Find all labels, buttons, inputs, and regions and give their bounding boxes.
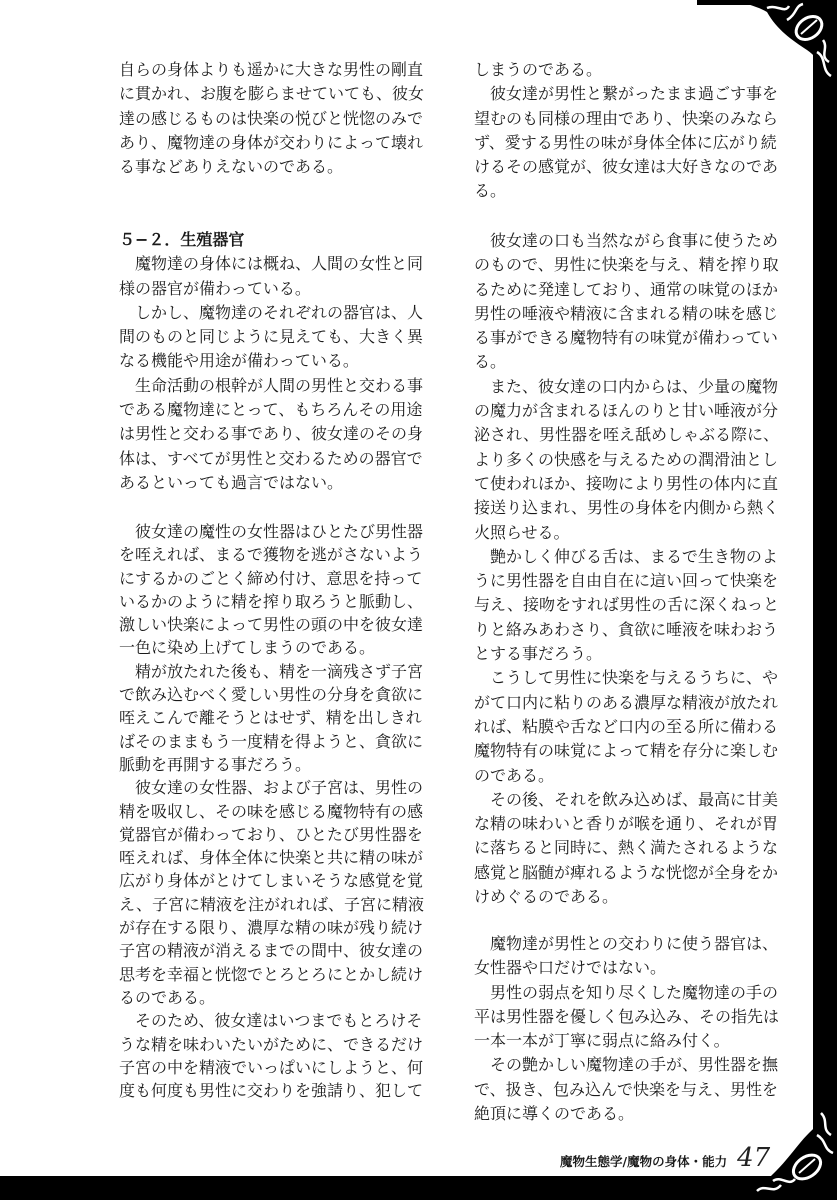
text-line: 体は、すべてが男性と交わるための器官で [119,448,423,468]
paragraph [119,58,429,179]
left-column-lower-text [119,520,429,1102]
text-line: 覚器官が備わっており、ひとたび男性器を [119,824,423,844]
right-column-bottom-text [474,932,784,1126]
text-line: がて口内に粘りのある濃厚な精液が放たれ [474,692,779,712]
text-line: を咥えれば、まるで獲物を逃がさないよう [119,545,423,565]
text-line: その後、それを飲み込めば、最高に甘美 [474,789,779,809]
text-line: 女性器や口だけではない。 [474,958,667,978]
paragraph [119,374,429,495]
paragraph [119,660,429,776]
text-line: そのため、彼女達はいつまでもとろけそ [119,1011,423,1031]
bottom-border-band [0,1176,837,1200]
text-line: 一本一本が丁寧に弱点に絡み付く。 [474,1031,730,1051]
paragraph [474,1053,784,1126]
text-line: 精が放たれた後も、精を一滴残さず子宮 [119,661,424,681]
text-line: 平は男性器を優しく包み込み、その指先は [474,1006,779,1026]
paragraph [474,545,784,666]
text-line: より多くの快感を与えるための潤滑油とし [474,449,779,469]
text-line: しまうのである。 [474,60,603,79]
text-line: のである。 [474,765,555,785]
text-line: なる機能や用途が備わっている。 [119,351,359,371]
left-column-section [119,228,429,495]
text-line: 魔物達の身体には概ね、人間の女性と同 [119,254,424,274]
text-line: 子宮の精液が消えるまでの間中、彼女達の [119,941,424,961]
text-line: るために発達しており、通常の味覚のほか [474,279,779,299]
text-line: 間のものと同じように見えても、大きく異 [119,327,424,347]
paragraph [474,375,784,545]
text-line: 咥えれば、身体全体に快楽と共に精の味が [119,848,424,868]
text-line: 度も何度も男性に交わりを強請り、犯して [119,1081,424,1101]
text-line: にするかのごとく締め付け、意思を持って [119,568,423,588]
text-line: 魔物特有の味覚によって精を存分に楽しむ [474,741,779,761]
text-line: な精の味わいと香りが喉を通り、それが胃 [474,814,779,834]
section-body [119,252,429,495]
text-line: 彼女達が男性と繋がったまま過ごす事を [474,84,779,104]
paragraph [474,932,784,981]
text-line: 男性の弱点を知り尽くした魔物達の手の [474,982,779,1002]
right-column-middle-text [474,229,784,909]
text-line: のもので、男性に快楽を与え、精を搾り取 [474,255,779,275]
text-line: 広がり身体がとけてしまいそうな感覚を覚 [119,871,424,891]
text-line: に落ちると同時に、熱く満たされるような [474,838,779,858]
text-line: けるその感覚が、彼女達は大好きなのであ [474,157,779,177]
text-line: である魔物達にとって、もちろんその用途 [119,400,423,420]
text-line: しかし、魔物達のそれぞれの器官は、人 [119,302,424,322]
text-line: こうして男性に快楽を与えるうちに、や [474,668,779,688]
text-line: その艶かしい魔物達の手が、男性器を撫 [474,1055,779,1075]
paragraph [119,301,429,374]
paragraph [119,776,429,1009]
text-line: 感覚と脳髄が痺れるような恍惚が全身をか [474,862,779,882]
paragraph [119,1009,429,1102]
text-line: 望むのも同様の理由であり、快楽のみなら [474,108,779,128]
text-line: りと絡みあわさり、貪欲に唾液を味わおう [474,619,779,639]
text-line: 彼女達の口も当然ながら食事に使うため [474,231,779,250]
text-line: 魔物達が男性との交わりに使う器官は、 [474,934,779,953]
text-line: て使われほか、接吻により男性の体内に直 [474,473,779,493]
text-line: 様の器官が備わっている。 [119,278,311,298]
text-line: 脈動を再開する事だろう。 [119,754,312,774]
text-line: る。 [474,352,507,372]
text-line: で飲み込むべく愛しい男性の分身を貪欲に [119,685,424,705]
text-line: あり、魔物達の身体が交わりによって壊れ [119,132,424,152]
paragraph [474,981,784,1054]
text-line: で、扱き、包み込んで快楽を与え、男性を [474,1079,779,1099]
text-line: が存在する限り、濃厚な精の味が残り続け [119,918,424,938]
text-line: 一色に染め上げてしまうのである。 [119,638,376,658]
text-line: いるかのように精を搾り取ろうと脈動し、 [119,591,424,611]
text-line: 泌され、男性器を咥え舐めしゃぶる際に、 [474,425,779,445]
text-line: るのである。 [119,987,216,1007]
text-line: 接送り込まれ、男性の身体を内側から熱く [474,498,779,518]
text-line: 咥えこんで離そうとはせず、精を出しきれ [119,708,422,728]
text-line: 絶頂に導くのである。 [474,1104,635,1124]
text-line: うな精を味わいたいがために、できるだけ [119,1034,424,1054]
paragraph [119,252,429,301]
text-line: 思考を幸福と恍惚でとろとろにとかし続け [119,964,424,984]
text-line: 与え、接吻をすれば男性の舌に深くねっと [474,595,779,615]
text-line: る事などありえないのである。 [119,157,344,177]
text-line: は男性と交わる事であり、彼女達のその身 [119,424,424,444]
paragraph [474,58,784,82]
text-line: けめぐるのである。 [474,887,619,907]
text-line: る。 [474,181,507,201]
text-line: に貫かれ、お腹を膨らませていても、彼女 [119,84,424,104]
text-line: 男性の唾液や精液に含まれる精の味を感じ [474,303,779,323]
paragraph [474,666,784,787]
text-line: 子宮の中を精液でいっぱいにしようと、何 [119,1057,424,1077]
text-line: え、子宮に精液を注がれれば、子宮に精液 [119,894,424,914]
paragraph [474,229,784,375]
text-line: ばそのままもう一度精を得ようと、貪欲に [119,731,424,751]
page-footer [560,1143,820,1173]
page-number: 47 [737,1143,771,1173]
text-line: れば、粘膜や舌など口内の至る所に備わる [474,716,779,736]
left-column-top-text [119,58,429,179]
text-line: また、彼女達の口内からは、少量の魔物 [474,376,779,396]
text-line: 火照らせる。 [474,522,570,542]
section-heading: ５−２．生殖器官 [119,230,245,249]
text-line: 生命活動の根幹が人間の男性と交わる事 [119,375,424,395]
text-line: ず、愛する男性の味が身体全体に広がり続 [474,132,777,152]
right-border-band [813,0,837,1200]
text-line: 激しい快楽によって男性の頭の中を彼女達 [119,615,424,635]
text-line: 達の感じるものは快楽の悦びと恍惚のみで [119,108,424,128]
text-line: 精を吸収し、その味を感じる魔物特有の感 [119,801,424,821]
running-title: 魔物生態学/魔物の身体・能力 [560,1154,728,1169]
paragraph [474,788,784,909]
text-line: 自らの身体よりも遥かに大きな男性の剛直 [119,60,424,79]
text-line: 彼女達の魔性の女性器はひとたび男性器 [119,522,424,541]
paragraph [474,82,784,203]
text-line: あるといっても過言ではない。 [119,472,344,492]
right-column-top-text [474,58,784,204]
text-line: とする事だろう。 [474,644,603,664]
text-line: 艶かしく伸びる舌は、まるで生き物のよ [474,546,778,566]
text-line: る事ができる魔物特有の味覚が備わってい [474,328,778,348]
text-line: の魔力が含まれるほんのりと甘い唾液が分 [474,401,779,421]
paragraph [119,520,429,660]
text-line: うに男性器を自由自在に這い回って快楽を [474,571,779,591]
text-line: 彼女達の女性器、および子宮は、男性の [119,778,424,798]
